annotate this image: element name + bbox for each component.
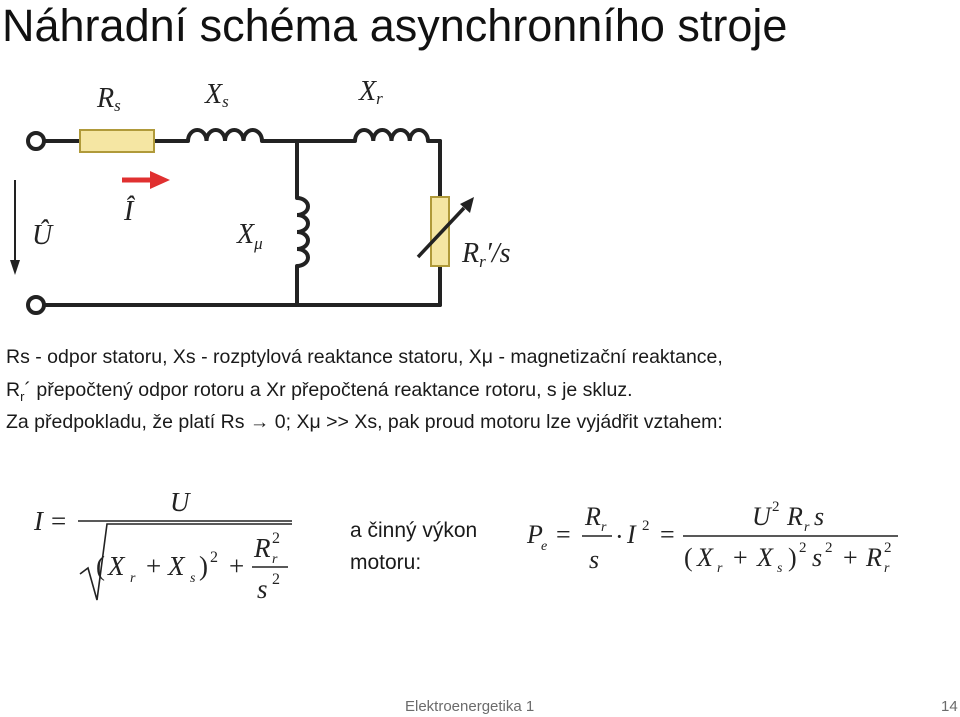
svg-text:·: · [615, 522, 624, 551]
svg-text:2: 2 [272, 530, 280, 547]
active-power-caption-line-2: motoru: [350, 551, 422, 574]
svg-text:=: = [660, 520, 675, 549]
svg-text:I: I [627, 520, 636, 549]
svg-text:X: X [168, 551, 185, 581]
footer-course-name: Elektroenergetika 1 [405, 698, 535, 715]
svg-text:P: P [527, 520, 543, 549]
svg-text:2: 2 [272, 571, 280, 588]
svg-text:R: R [585, 502, 601, 531]
svg-text:+: + [229, 551, 245, 581]
description-line-2: $R_r´$ přepočtený odpor rotoru a Xr přepočtená reaktance rotoru, s je skluz. [6, 379, 633, 404]
svg-text:2: 2 [884, 540, 892, 556]
label-rs: Rs [97, 83, 121, 115]
svg-text:2: 2 [210, 549, 218, 566]
label-rr: Rr′/s [462, 238, 511, 271]
svg-text:+: + [146, 551, 162, 581]
label-xs: Xs [205, 79, 229, 111]
page-number: 14 [941, 698, 958, 715]
svg-text:s: s [812, 543, 823, 572]
svg-text:): ) [199, 551, 208, 581]
label-xmu: $X_\mu$ [237, 219, 263, 253]
svg-text:=: = [556, 520, 571, 549]
svg-text:s: s [589, 545, 600, 574]
svg-text:+: + [733, 543, 748, 572]
svg-text:R: R [787, 502, 803, 531]
description-line-1: Rs - odpor statoru, Xs - rozptylová reaktance statoru, Xμ - magnetizační reaktance, [6, 346, 723, 368]
svg-text:R: R [866, 543, 882, 572]
svg-text:I: I [34, 506, 43, 536]
svg-text:r: r [804, 520, 810, 535]
page-title: Náhradní schéma asynchronního stroje [2, 0, 788, 51]
svg-text:(: ( [96, 551, 105, 581]
svg-text:2: 2 [642, 518, 650, 534]
label-voltage: Û [32, 220, 53, 251]
svg-text:2: 2 [799, 540, 807, 556]
svg-text:): ) [788, 543, 797, 572]
svg-text:U: U [752, 502, 771, 531]
svg-text:X: X [697, 543, 713, 572]
svg-text:(: ( [684, 543, 693, 572]
svg-text:r: r [272, 552, 278, 567]
svg-text:s: s [257, 574, 268, 604]
description-line-3: Za předpokladu, že platí Rs → 0; Xμ >> Xs, pak proud motoru lze vyjádřit vztahem: [6, 411, 723, 433]
svg-text:r: r [130, 571, 136, 586]
formula-power [526, 499, 898, 576]
svg-text:r: r [717, 561, 723, 576]
svg-text:e: e [541, 539, 548, 554]
svg-text:X: X [757, 543, 773, 572]
svg-text:r: r [884, 561, 890, 576]
svg-text:R: R [254, 533, 271, 563]
svg-text:s: s [814, 502, 825, 531]
svg-text:s: s [777, 561, 783, 576]
svg-text:s: s [190, 571, 196, 586]
svg-text:2: 2 [772, 499, 780, 515]
svg-text:=: = [51, 506, 67, 536]
svg-text:+: + [843, 543, 858, 572]
svg-text:r: r [601, 520, 607, 535]
label-xr: Xr [359, 76, 383, 108]
active-power-caption-line-1: a činný výkon [350, 519, 478, 542]
svg-text:X: X [108, 551, 125, 581]
svg-text:2: 2 [825, 540, 833, 556]
svg-text:U: U [170, 487, 190, 517]
label-current: Î [124, 196, 134, 227]
formula-current [33, 487, 292, 604]
